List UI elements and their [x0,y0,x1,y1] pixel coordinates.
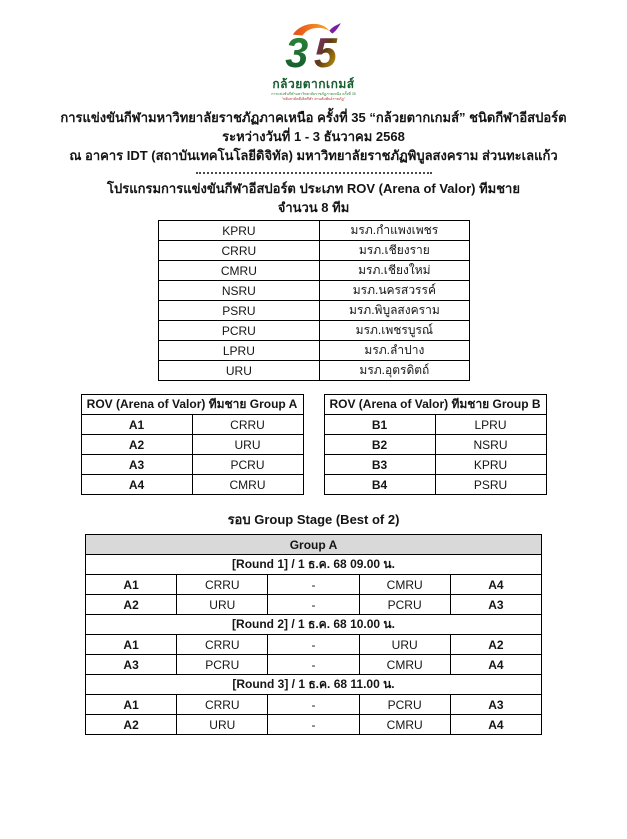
team-cell: LPRU [435,415,546,435]
seed-cell: A1 [81,415,192,435]
seed-cell: A4 [450,715,541,735]
vs-cell: - [268,715,359,735]
logo-digit-3: 3 [284,30,308,76]
seed-cell: A2 [86,715,177,735]
seed-cell: A1 [86,635,177,655]
table-row [158,221,469,241]
round-2-header: [Round 2] / 1 ธ.ค. 68 10.00 น. [86,615,542,635]
team-name-cell: มรภ.เชียงใหม่ [320,261,469,281]
vs-cell: - [268,635,359,655]
team-cell: URU [192,435,303,455]
logo-35-icon [266,22,362,76]
team-cell: PCRU [359,595,450,615]
team-cell: CRRU [177,695,268,715]
vs-cell: - [268,575,359,595]
seed-cell: A1 [86,695,177,715]
team-code-cell: URU [158,361,320,381]
team-cell: CMRU [192,475,303,495]
team-name-cell: มรภ.กำแพงเพชร [320,221,469,241]
table-row [86,635,542,655]
team-cell: PCRU [192,455,303,475]
seed-cell: B3 [324,455,435,475]
team-cell: URU [177,715,268,735]
logo-caption-line1: การแข่งขันกีฬามหาวิทยาลัยราชภัฏภาคเหนือ ครั้งที่ 35 [271,91,356,96]
seed-cell: A2 [86,595,177,615]
table-row [158,361,469,381]
round-1-header: [Round 1] / 1 ธ.ค. 68 09.00 น. [86,555,542,575]
table-row [158,261,469,281]
stage-title: รอบ Group Stage (Best of 2) [227,512,400,527]
team-name-cell: มรภ.นครสวรรค์ [320,281,469,301]
table-row [324,435,546,455]
program-title: โปรแกรมการแข่งขันกีฬาอีสปอร์ต ประเภท ROV (Arena of Valor) ทีมชาย [107,181,520,196]
group-tables-row [0,394,627,495]
logo-digit-5: 5 [313,30,337,76]
seed-cell: B1 [324,415,435,435]
table-row [86,555,542,575]
seed-cell: A1 [86,575,177,595]
seed-cell: A3 [450,595,541,615]
team-name-cell: มรภ.เพชรบูรณ์ [320,321,469,341]
team-code-cell: KPRU [158,221,320,241]
seed-cell: A4 [81,475,192,495]
table-row [158,241,469,261]
table-row [81,435,303,455]
team-code-cell: CRRU [158,241,320,261]
vs-cell: - [268,595,359,615]
seed-cell: A4 [450,575,541,595]
table-row [324,395,546,415]
team-cell: PSRU [435,475,546,495]
group-a-title: ROV (Arena of Valor) ทีมชาย Group A [81,395,303,415]
seed-cell: A3 [450,695,541,715]
seed-cell: B4 [324,475,435,495]
team-name-cell: มรภ.อุตรดิตถ์ [320,361,469,381]
program-subtitle: จำนวน 8 ทีม [277,200,350,215]
team-cell: CRRU [177,635,268,655]
team-name-cell: มรภ.เชียงราย [320,241,469,261]
table-row [86,695,542,715]
table-row [86,535,542,555]
team-cell: CMRU [359,655,450,675]
team-cell: PCRU [177,655,268,675]
stage-group-header: Group A [86,535,542,555]
table-row [86,655,542,675]
table-row [81,455,303,475]
seed-cell: A2 [450,635,541,655]
team-cell: KPRU [435,455,546,475]
team-code-cell: CMRU [158,261,320,281]
header-line-3: ณ อาคาร IDT (สถาบันเทคโนโลยีดิจิทัล) มหาวิทยาลัยราชภัฏพิบูลสงคราม ส่วนทะเลแก้ว [69,148,558,163]
team-cell: CRRU [177,575,268,595]
team-cell: PCRU [359,695,450,715]
logo-games-name: กล้วยตากเกมส์ [272,77,355,91]
table-row [158,321,469,341]
team-cell: CMRU [359,575,450,595]
team-cell: URU [177,595,268,615]
vs-cell: - [268,695,359,715]
seed-cell: A3 [86,655,177,675]
seed-cell: B2 [324,435,435,455]
table-row [86,595,542,615]
logo-caption-line2: "พลังสามัคคีเลิศกีฬา สานสัมพันธ์ราชภัฏ" [281,96,346,101]
group-b-title: ROV (Arena of Valor) ทีมชาย Group B [324,395,546,415]
seed-cell: A3 [81,455,192,475]
table-row [81,395,303,415]
document-header [0,108,627,165]
team-cell: NSRU [435,435,546,455]
team-cell: CRRU [192,415,303,435]
header-line-1: การแข่งขันกีฬามหาวิทยาลัยราชภัฏภาคเหนือ ครั้งที่ 35 “กล้วยตากเกมส์” ชนิดกีฬาอีสปอร์ต [60,110,567,125]
vs-cell: - [268,655,359,675]
team-cell: CMRU [359,715,450,735]
table-row [86,575,542,595]
group-a-table [81,394,304,495]
team-cell: URU [359,635,450,655]
team-name-cell: มรภ.ลำปาง [320,341,469,361]
team-code-cell: PCRU [158,321,320,341]
dotted-separator [196,172,432,174]
round-3-header: [Round 3] / 1 ธ.ค. 68 11.00 น. [86,675,542,695]
table-row [81,475,303,495]
group-stage-table [85,534,542,735]
table-row [324,415,546,435]
seed-cell: A2 [81,435,192,455]
table-row [86,615,542,635]
team-code-cell: NSRU [158,281,320,301]
header-line-2: ระหว่างวันที่ 1 - 3 ธันวาคม 2568 [222,129,405,144]
group-b-table [324,394,547,495]
teams-table [158,220,470,381]
table-row [158,301,469,321]
table-row [158,341,469,361]
tournament-logo [0,22,627,101]
table-row [324,455,546,475]
seed-cell: A4 [450,655,541,675]
team-name-cell: มรภ.พิบูลสงคราม [320,301,469,321]
team-code-cell: LPRU [158,341,320,361]
table-row [81,415,303,435]
table-row [158,281,469,301]
table-row [86,715,542,735]
table-row [324,475,546,495]
team-code-cell: PSRU [158,301,320,321]
table-row [86,675,542,695]
